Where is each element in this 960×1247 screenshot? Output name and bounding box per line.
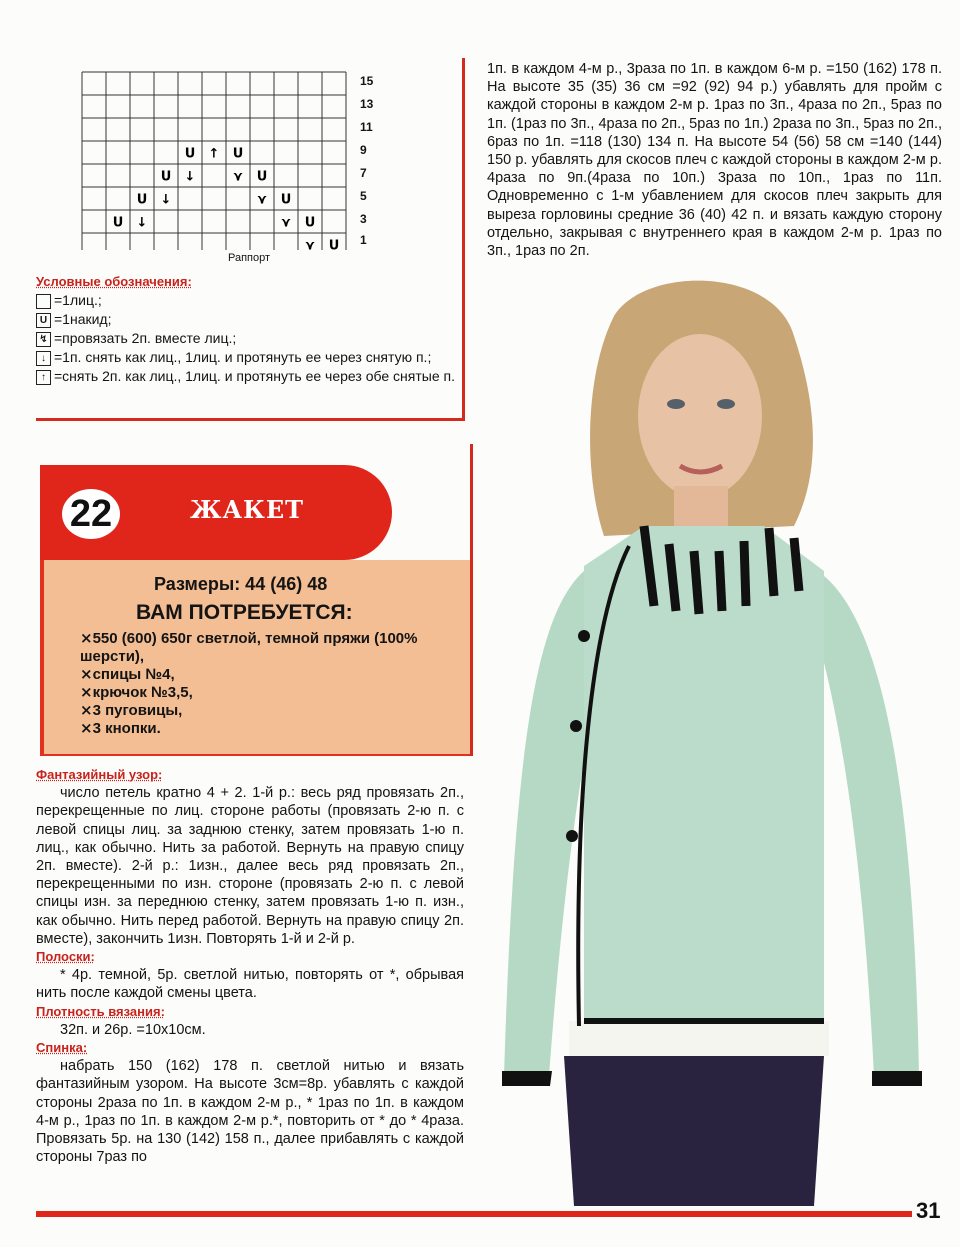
instructions-right xyxy=(487,60,942,260)
material-item: ⨯спицы №4, xyxy=(80,666,175,683)
chart-stitch-symbol: U xyxy=(112,215,124,231)
knitting-chart xyxy=(80,70,374,270)
legend-item xyxy=(36,310,466,329)
material-item: ⨯3 пуговицы, xyxy=(80,702,183,719)
chart-stitch-symbol: U xyxy=(304,215,316,231)
chart-stitch-symbol: U xyxy=(232,146,244,162)
section-heading: Плотность вязания: xyxy=(36,1003,165,1019)
row-number: 13 xyxy=(360,97,374,111)
chart-stitch-symbol: U xyxy=(136,192,148,208)
material-item: ⨯крючок №3,5, xyxy=(80,684,193,701)
repeat-label: Раппорт xyxy=(228,252,271,264)
pattern-title: ЖАКЕТ xyxy=(190,495,305,524)
chart-stitch-symbol: U xyxy=(280,192,292,208)
row-number: 15 xyxy=(360,74,374,88)
divider xyxy=(462,58,465,421)
yarn-over-symbol-icon: U xyxy=(36,313,51,328)
chart-stitch-symbol: U xyxy=(256,169,268,185)
chart-stitch-symbol: U xyxy=(328,238,340,250)
row-number: 11 xyxy=(360,120,373,134)
section-heading: Спинка: xyxy=(36,1040,88,1056)
section-text: число петель кратно 4 + 2. 1-й р.: весь ряд провязать 2п., перекрещенные по лиц. стороне работы (провязать 2-ю п. с левой спицы лиц. за заднюю стенку, затем провязать 1-ю п. лиц., как обычно. Нить за работой. Вернуть на правую спицу 2п. вместе). 2-й р.: 1изн., далее весь ряд провязать 2п., перекрещенными по изн. стороне (провязать 2-ю п. с левой спицы изн. за переднюю стенку, затем провязать 1-ю п. изн., как обычно. Нить перед работой. Вернуть на правую спицу 2п. вместе), закончить 1изн. Повторять 1-й и 2-й р. xyxy=(36,785,464,947)
row-number: 3 xyxy=(360,212,367,226)
legend-item xyxy=(36,291,466,310)
materials-heading: ВАМ ПОТРЕБУЕТСЯ: xyxy=(136,601,353,624)
chart-stitch-symbol: ⋎ xyxy=(280,215,292,231)
divider xyxy=(470,444,473,756)
chart-grid xyxy=(80,70,355,250)
model-photo xyxy=(494,276,944,1206)
chart-stitch-symbol: ↓ xyxy=(160,192,172,208)
chart-stitch-symbol: ⋎ xyxy=(304,238,316,250)
chart-stitch-symbol: ⋎ xyxy=(256,192,268,208)
row-number: 7 xyxy=(360,166,367,180)
chart-stitch-symbol: U xyxy=(184,146,196,162)
legend-text: =снять 2п. как лиц., 1лиц. и протянуть ее через обе снятые п. xyxy=(54,368,455,384)
materials-box xyxy=(40,560,470,756)
legend-item xyxy=(36,367,466,386)
section-heading: Полоски: xyxy=(36,949,95,965)
row-number: 1 xyxy=(360,233,367,247)
up-arrow-symbol-icon: ↑ xyxy=(36,370,51,385)
legend-text: =1п. снять как лиц., 1лиц. и протянуть ее через снятую п.; xyxy=(54,349,432,365)
material-item: ⨯3 кнопки. xyxy=(80,720,161,737)
section-text: набрать 150 (162) 178 п. светлой нитью и вязать фантазийным узором. На высоте 3см=8р. убавлять с каждой стороны 2раза по 1п. в каждом 2-м р., * 1раз по 1п. в каждом 4-м р., 1раз по 1п. в каждом 2-м р.*, повторить от * до * 4раза. Провязать 5р. на 130 (142) 158 п., далее прибавлять с каждой стороны 7раз по xyxy=(36,1058,464,1166)
legend-text: =провязать 2п. вместе лиц.; xyxy=(54,330,237,346)
section-text: 32п. и 26р. =10х10см. xyxy=(60,1021,206,1038)
chart-stitch-symbol: U xyxy=(160,169,172,185)
knit-two-together-symbol-icon: ↯ xyxy=(36,332,51,347)
section-heading: Фантазийный узор: xyxy=(36,767,163,782)
legend-item xyxy=(36,329,466,348)
down-arrow-symbol-icon: ↓ xyxy=(36,351,51,366)
materials-list xyxy=(80,630,460,738)
legend-text: =1лиц.; xyxy=(54,292,102,308)
chart-stitch-symbol: ↓ xyxy=(184,169,196,185)
legend xyxy=(36,272,466,386)
pattern-number: 22 xyxy=(62,489,120,539)
page-number: 31 xyxy=(916,1198,941,1223)
pattern-banner xyxy=(40,465,392,560)
sizes: Размеры: 44 (46) 48 xyxy=(154,574,328,594)
row-number: 5 xyxy=(360,189,367,203)
knit-symbol-icon xyxy=(36,294,51,309)
section-text: * 4р. темной, 5р. светлой нитью, повторять от *, обрывая нить после каждой смены цвета. xyxy=(36,967,464,1002)
footer-bar xyxy=(36,1211,912,1217)
chart-stitch-symbol: ↑ xyxy=(208,146,220,162)
legend-text: =1накид; xyxy=(54,311,112,327)
section-text: 1п. в каждом 4-м р., 3раза по 1п. в каждом 6-м р. =150 (162) 178 п. На высоте 35 (35) 36 см =92 (92) 94 р.) убавлять для пройм с каждой стороны в каждом 2-м р. 1раз по 3п., 4раза по 2п., 5раз по 1п. (1раз по 3п., 4раза по 2п., 5раз по 1п.) 2раза по 3п., 5раз по 2п., 6раз по 1п. =118 (130) 134 п. На высоте 54 (56) 58 см =140 (144) 150 р. убавлять для скосов плеч с каждой стороны в каждом 2-м р. 4раза по 9п.(4раза по 10п.) 3раза по 10п., 1раз по 11п. Одновременно с 1-м убавлением для скосов плеч закрыть для выреза горловины средние 36 (40) 42 п. и вязать каждую сторону отдельно, закрывая с внутреннего края в каждом 2-м р. 1раз по 3п., 1раз по 2п. xyxy=(487,61,942,260)
material-item: ⨯550 (600) 650г светлой, темной пряжи (100% шерсти), xyxy=(80,630,418,665)
chart-stitch-symbol: ↓ xyxy=(136,215,148,231)
instructions-left xyxy=(36,766,464,1166)
legend-item xyxy=(36,348,466,367)
legend-heading: Условные обозначения: xyxy=(36,274,192,289)
divider xyxy=(36,418,464,421)
row-number: 9 xyxy=(360,143,367,157)
chart-stitch-symbol: ⋎ xyxy=(232,169,244,185)
